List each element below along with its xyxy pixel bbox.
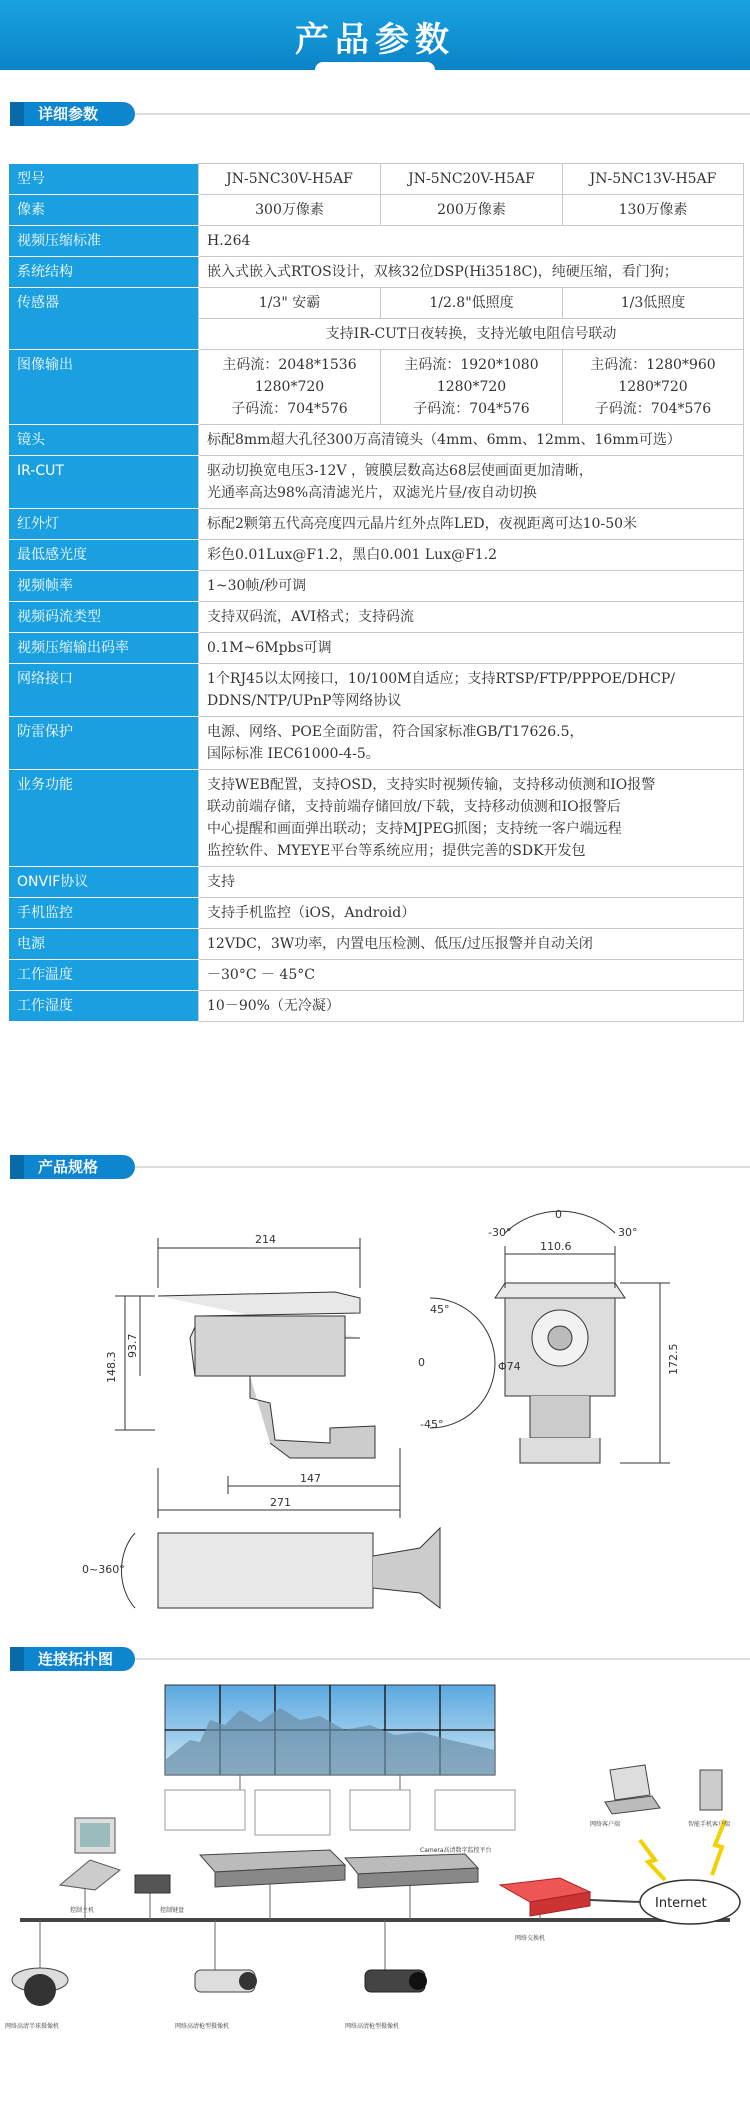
dim-pan-left: -30° (488, 1226, 512, 1239)
row-label: 最低感光度 (9, 540, 199, 571)
dim-tilt-zero: 0 (418, 1356, 425, 1369)
dim-front-height: 172.5 (667, 1343, 680, 1375)
dim-rotate: 0~360° (82, 1563, 125, 1576)
section-spec-title: 产品规格 (10, 1155, 135, 1179)
table-cell: 标配2颗第五代高亮度四元晶片红外点阵LED，夜视距离可达10-50米 (199, 509, 744, 540)
dim-top-width: 214 (255, 1233, 276, 1246)
table-cell: 1/3低照度 (563, 288, 744, 319)
table-row (9, 929, 744, 960)
pc-client-label: 网络客户端 (590, 1821, 621, 1828)
table-row (9, 226, 744, 257)
table-cell: 主码流：2048*1536 1280*720 子码流：704*576 (199, 350, 381, 425)
table-cell: H.264 (199, 226, 744, 257)
section-divider (135, 1166, 750, 1168)
table-cell: 支持WEB配置，支持OSD，支持实时视频传输，支持移动侦测和IO报警 联动前端存储，支持前端存储回放/下载，支持移动侦测和IO报警后 中心提醒和画面弹出联动；支持MJPEG抓图；支持统一客户端远程 监控软件、MYEYE平台等系统应用；提供完善的SDK开发包 (199, 770, 744, 867)
dim-pan-zero: 0 (555, 1208, 562, 1221)
decoder-icon (345, 1854, 478, 1888)
table-cell: 主码流：1280*960 1280*720 子码流：704*576 (563, 350, 744, 425)
table-cell: JN-5NC30V-H5AF (199, 164, 381, 195)
table-row (9, 664, 744, 717)
table-row (9, 540, 744, 571)
dim-bracket-len: 147 (300, 1472, 321, 1485)
table-row (9, 960, 744, 991)
row-label: 视频帧率 (9, 571, 199, 602)
table-row (9, 195, 744, 226)
row-label: 视频压缩输出码率 (9, 633, 199, 664)
row-label: 系统结构 (9, 257, 199, 288)
spec-table (8, 163, 744, 1022)
camera-label: 网络高清枪型摄像机 (345, 2023, 400, 2030)
switch-icon (500, 1878, 590, 1916)
header-tab-decoration (315, 62, 435, 70)
row-label: 传感器 (9, 288, 199, 350)
table-row (9, 867, 744, 898)
table-row (9, 633, 744, 664)
table-row (9, 350, 744, 425)
table-row (9, 770, 744, 867)
wireless-icon (640, 1840, 665, 1880)
row-label: 电源 (9, 929, 199, 960)
section-detail-title: 详细参数 (10, 102, 135, 126)
table-cell: 300万像素 (199, 195, 381, 226)
table-row (9, 717, 744, 770)
row-label: 工作温度 (9, 960, 199, 991)
row-label: 业务功能 (9, 770, 199, 867)
row-label: ONVIF协议 (9, 867, 199, 898)
row-label: IR-CUT (9, 456, 199, 509)
table-cell: 主码流：1920*1080 1280*720 子码流：704*576 (381, 350, 563, 425)
table-cell: 标配8mm超大孔径300万高清镜头（4mm、6mm、12mm、16mm可选） (199, 425, 744, 456)
dome-camera-icon (12, 1968, 68, 2006)
table-row (9, 602, 744, 633)
section-detail-bar (0, 102, 750, 126)
section-topology-title: 连接拓扑图 (10, 1647, 135, 1671)
phone-icon (700, 1770, 722, 1810)
table-cell: －30°C － 45°C (199, 960, 744, 991)
decoder-note: Camera高清数字监控平台 (420, 1847, 492, 1854)
dim-lens-dia: Φ74 (498, 1360, 521, 1373)
table-cell: 支持手机监控（iOS，Android） (199, 898, 744, 929)
table-cell: 彩色0.01Lux@F1.2，黑白0.001 Lux@F1.2 (199, 540, 744, 571)
table-row (9, 164, 744, 195)
table-cell: 10－90%（无冷凝） (199, 991, 744, 1022)
section-topology-bar (0, 1647, 750, 1671)
section-spec-bar (0, 1155, 750, 1179)
table-cell: 1/2.8"低照度 (381, 288, 563, 319)
dim-front-width: 110.6 (540, 1240, 572, 1253)
switch-label: 网络交换机 (515, 1935, 546, 1942)
row-label: 视频压缩标准 (9, 226, 199, 257)
control-host-label: 控制主机 (70, 1907, 95, 1914)
table-cell: JN-5NC20V-H5AF (381, 164, 563, 195)
keyboard-icon (135, 1875, 170, 1893)
camera-label: 网络高清半球摄像机 (5, 2023, 60, 2030)
table-cell: 130万像素 (563, 195, 744, 226)
keyboard-label: 控制键盘 (160, 1907, 185, 1914)
row-label: 图像输出 (9, 350, 199, 425)
table-row (9, 991, 744, 1022)
table-row (9, 425, 744, 456)
table-cell: 嵌入式嵌入式RTOS设计，双核32位DSP(Hi3518C)，纯硬压缩，看门狗； (199, 257, 744, 288)
section-divider (135, 113, 750, 115)
monitor-icon (60, 1818, 120, 1890)
section-divider (135, 1658, 750, 1660)
page-header (0, 0, 750, 70)
table-row (9, 509, 744, 540)
row-label: 手机监控 (9, 898, 199, 929)
page-title: 产品参数 (295, 20, 455, 60)
table-cell: 1~30帧/秒可调 (199, 571, 744, 602)
table-cell: 支持 (199, 867, 744, 898)
row-label: 像素 (9, 195, 199, 226)
wireless-icon (712, 1820, 725, 1875)
table-cell: 12VDC，3W功率，内置电压检测、低压/过压报警并自动关闭 (199, 929, 744, 960)
row-label: 工作湿度 (9, 991, 199, 1022)
laptop-icon (605, 1765, 660, 1814)
dim-height-total: 148.3 (105, 1351, 118, 1383)
row-label: 红外灯 (9, 509, 199, 540)
dimension-drawing (0, 1188, 750, 1618)
internet-label: Internet (655, 1896, 707, 1911)
camera-label: 网络高清枪型摄像机 (175, 2023, 230, 2030)
dim-total-len: 271 (270, 1496, 291, 1509)
topology-diagram (0, 1680, 750, 2124)
bottom-view-camera (158, 1528, 440, 1608)
bullet-camera-icon (365, 1970, 427, 1992)
table-cell: 1/3" 安霸 (199, 288, 381, 319)
table-cell: 支持双码流，AVI格式；支持码流 (199, 602, 744, 633)
table-cell-note: 支持IR-CUT日夜转换，支持光敏电阻信号联动 (199, 319, 744, 350)
phone-client-label: 智能手机客户端 (688, 1821, 731, 1828)
dim-tilt-up: 45° (430, 1303, 450, 1316)
table-cell: 0.1M~6Mpbs可调 (199, 633, 744, 664)
table-row (9, 571, 744, 602)
dim-pan-right: 30° (618, 1226, 638, 1239)
front-view-camera (495, 1283, 625, 1463)
dim-tilt-down: -45° (420, 1418, 444, 1431)
row-label: 网络接口 (9, 664, 199, 717)
table-row (9, 257, 744, 288)
table-cell: 驱动切换宽电压3-12V ，镀膜层数高达68层使画面更加清晰， 光通率高达98%高清滤光片，双滤光片昼/夜自动切换 (199, 456, 744, 509)
row-label: 型号 (9, 164, 199, 195)
side-view-camera (158, 1292, 375, 1458)
row-label: 防雷保护 (9, 717, 199, 770)
table-cell: 电源、网络、POE全面防雷，符合国家标准GB/T17626.5， 国际标准 IEC61000-4-5。 (199, 717, 744, 770)
dim-height-body: 93.7 (126, 1333, 139, 1358)
table-cell: 200万像素 (381, 195, 563, 226)
table-cell: JN-5NC13V-H5AF (563, 164, 744, 195)
bullet-camera-icon (195, 1970, 257, 1992)
table-row (9, 456, 744, 509)
row-label: 镜头 (9, 425, 199, 456)
video-wall (165, 1685, 495, 1775)
table-row (9, 898, 744, 929)
nvr-icon (200, 1850, 345, 1887)
table-cell: 1个RJ45以太网接口，10/100M自适应；支持RTSP/FTP/PPPOE/DHCP/ DDNS/NTP/UPnP等网络协议 (199, 664, 744, 717)
row-label: 视频码流类型 (9, 602, 199, 633)
table-row (9, 288, 744, 319)
